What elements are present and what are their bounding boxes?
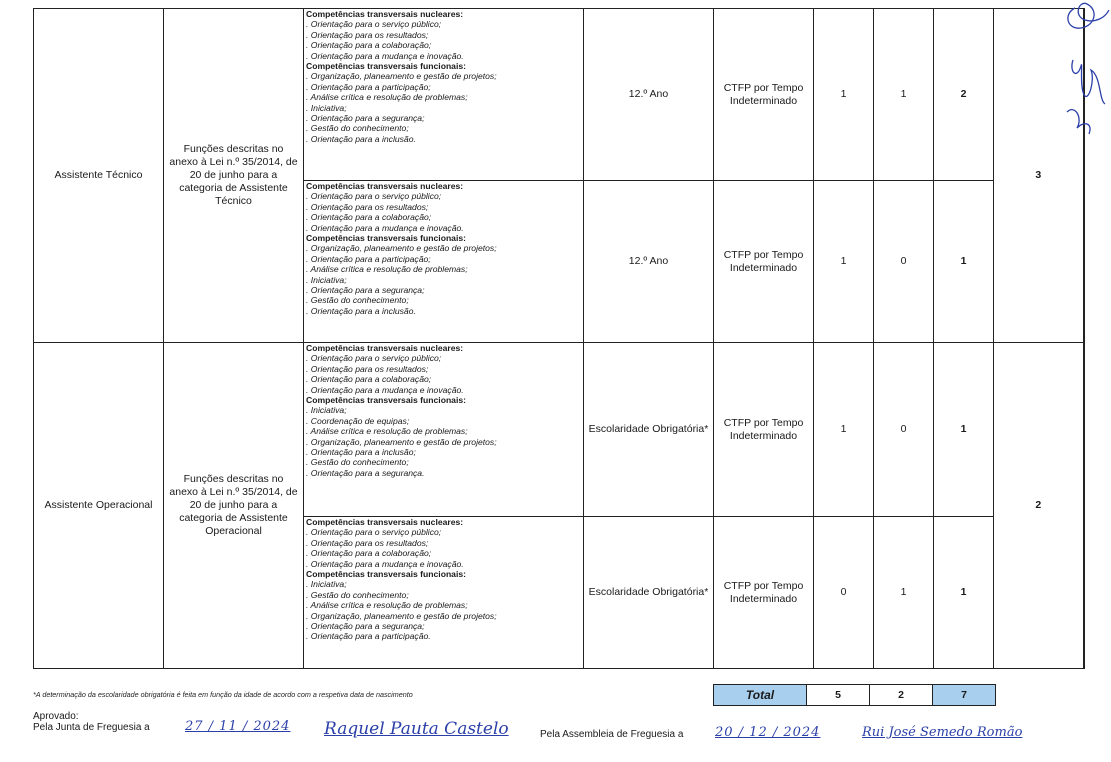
group-total-cell: 2 [994, 343, 1084, 669]
competency-item: . Orientação para a mudança e inovação. [306, 384, 464, 395]
junta-signature: Raquel Pauta Castelo [324, 719, 509, 739]
competency-item: . Orientação para a segurança. [306, 467, 425, 478]
competencies-cell [304, 9, 584, 181]
competency-item: . Orientação para a participação. [306, 631, 431, 642]
competencies-cell [304, 343, 584, 517]
subtotal-cell: 2 [934, 9, 994, 181]
competency-item: . Orientação para o serviço público; [306, 353, 442, 364]
category-cell: Assistente Técnico [34, 9, 164, 343]
competency-item: . Orientação para o serviço público; [306, 527, 442, 538]
junta-date-handwritten: 27 / 11 / 2024 [185, 719, 291, 734]
competency-item: . Orientação para os resultados; [306, 363, 429, 374]
competency-item: . Orientação para os resultados; [306, 29, 429, 40]
functional-competencies-title: Competências transversais funcionais: [306, 61, 466, 72]
margin-initials-icon [1055, 0, 1111, 140]
group-total-cell: 3 [994, 9, 1084, 343]
competency-item: . Gestão do conhecimento; [306, 589, 409, 600]
education-cell: Escolaridade Obrigatória* [584, 343, 714, 517]
competency-item: . Iniciativa; [306, 405, 347, 416]
subtotal-cell: 1 [934, 343, 994, 517]
contract-cell: CTFP por Tempo Indeterminado [714, 9, 814, 181]
competency-item: . Orientação para os resultados; [306, 201, 429, 212]
nuclear-competencies-title: Competências transversais nucleares: [306, 9, 464, 19]
totals-row [713, 684, 996, 706]
competency-item: . Análise crítica e resolução de problemas; [306, 600, 468, 611]
nuclear-competencies-title: Competências transversais nucleares: [306, 181, 464, 191]
education-cell: 12.º Ano [584, 181, 714, 343]
junta-label: Pela Junta de Freguesia a [33, 722, 150, 733]
staff-map-table [33, 8, 1085, 669]
competency-item: . Orientação para a mudança e inovação. [306, 222, 464, 233]
competency-item: . Orientação para os resultados; [306, 537, 429, 548]
competency-item: . Orientação para a colaboração; [306, 212, 432, 223]
category-cell: Assistente Operacional [34, 343, 164, 669]
competency-item: . Organização, planeamento e gestão de projetos; [306, 436, 497, 447]
competency-item: . Análise crítica e resolução de problemas; [306, 426, 468, 437]
value-cell: 1 [814, 181, 874, 343]
competency-item: . Coordenação de equipas; [306, 415, 410, 426]
competency-item: . Gestão do conhecimento; [306, 295, 409, 306]
competency-item: . Orientação para a inclusão. [306, 133, 416, 144]
value-cell: 1 [814, 343, 874, 517]
competency-item: . Orientação para o serviço público; [306, 19, 442, 30]
competency-item: . Orientação para a inclusão; [306, 447, 416, 458]
competencies-cell [304, 517, 584, 669]
competency-item: . Análise crítica e resolução de problemas; [306, 92, 468, 103]
functional-competencies-title: Competências transversais funcionais: [306, 569, 466, 580]
competency-item: . Organização, planeamento e gestão de projetos; [306, 243, 497, 254]
subtotal-cell: 1 [934, 181, 994, 343]
grand-total-value: 7 [933, 685, 996, 706]
table-row [34, 9, 1084, 181]
competency-item: . Orientação para a participação; [306, 81, 431, 92]
total-value: 2 [870, 685, 933, 706]
competencies-cell [304, 181, 584, 343]
subtotal-cell: 1 [934, 517, 994, 669]
value-cell: 0 [814, 517, 874, 669]
competency-item: . Análise crítica e resolução de problemas; [306, 264, 468, 275]
competency-item: . Gestão do conhecimento; [306, 457, 409, 468]
competency-item: . Orientação para a segurança; [306, 285, 425, 296]
value-cell: 1 [874, 9, 934, 181]
total-value: 5 [807, 685, 870, 706]
competency-item: . Orientação para a participação; [306, 253, 431, 264]
education-cell: 12.º Ano [584, 9, 714, 181]
functional-competencies-title: Competências transversais funcionais: [306, 395, 466, 406]
competency-item: . Orientação para a colaboração; [306, 40, 432, 51]
competency-item: . Orientação para a segurança; [306, 621, 425, 632]
value-cell: 1 [874, 517, 934, 669]
functional-competencies-title: Competências transversais funcionais: [306, 233, 466, 244]
total-label: Total [714, 685, 807, 706]
competency-item: . Orientação para a colaboração; [306, 548, 432, 559]
contract-cell: CTFP por Tempo Indeterminado [714, 343, 814, 517]
approved-label: Aprovado: [33, 711, 79, 722]
nuclear-competencies-title: Competências transversais nucleares: [306, 517, 464, 527]
value-cell: 0 [874, 181, 934, 343]
competency-item: . Iniciativa; [306, 102, 347, 113]
functions-cell: Funções descritas no anexo à Lei n.º 35/2014, de 20 de junho para a categoria de Assistente Técnico [164, 9, 304, 343]
contract-cell: CTFP por Tempo Indeterminado [714, 517, 814, 669]
competency-item: . Orientação para a segurança; [306, 113, 425, 124]
assembleia-signature: Rui José Semedo Romão [862, 725, 1023, 740]
competency-item: . Orientação para a inclusão. [306, 305, 416, 316]
value-cell: 1 [814, 9, 874, 181]
functions-cell: Funções descritas no anexo à Lei n.º 35/2014, de 20 de junho para a categoria de Assistente Operacional [164, 343, 304, 669]
assembleia-date-handwritten: 20 / 12 / 2024 [715, 725, 821, 740]
table-row [34, 343, 1084, 517]
competency-item: . Gestão do conhecimento; [306, 123, 409, 134]
competency-item: . Iniciativa; [306, 274, 347, 285]
education-cell: Escolaridade Obrigatória* [584, 517, 714, 669]
nuclear-competencies-title: Competências transversais nucleares: [306, 343, 464, 353]
value-cell: 0 [874, 343, 934, 517]
competency-item: . Orientação para a mudança e inovação. [306, 558, 464, 569]
competency-item: . Orientação para a colaboração; [306, 374, 432, 385]
assembleia-label: Pela Assembleia de Freguesia a [540, 729, 684, 740]
competency-item: . Organização, planeamento e gestão de projetos; [306, 610, 497, 621]
competency-item: . Iniciativa; [306, 579, 347, 590]
competency-item: . Organização, planeamento e gestão de projetos; [306, 71, 497, 82]
competency-item: . Orientação para a mudança e inovação. [306, 50, 464, 61]
footnote: *A determinação da escolaridade obrigatória é feita em função da idade de acordo com a respetiva data de nascimento [33, 690, 413, 699]
competency-item: . Orientação para o serviço público; [306, 191, 442, 202]
contract-cell: CTFP por Tempo Indeterminado [714, 181, 814, 343]
